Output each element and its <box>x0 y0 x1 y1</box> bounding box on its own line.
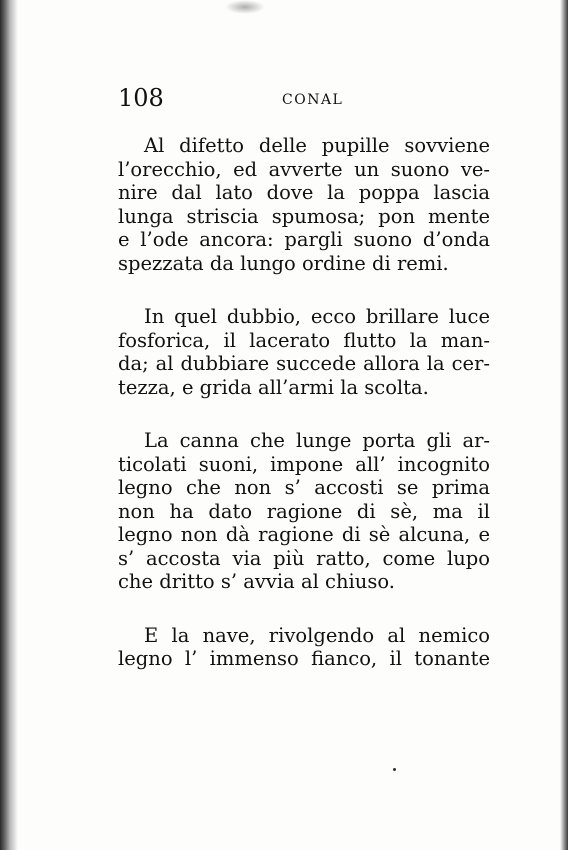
text-line: ticolati suoni, impone all’ incognito <box>118 452 490 476</box>
paragraph-4 <box>118 624 490 671</box>
scan-smudge <box>225 0 265 14</box>
text-line: spezzata da lungo ordine di remi. <box>118 251 449 275</box>
text-line: lunga striscia spumosa; pon mente <box>118 204 490 228</box>
paragraph-1 <box>118 134 490 275</box>
page-number: 108 <box>118 84 164 112</box>
paragraph-3 <box>118 429 490 594</box>
text-line: e l’ode ancora: pargli suono d’onda <box>118 228 490 251</box>
scan-right-edge <box>560 0 568 850</box>
text-line: s’ accosta via più ratto, come lupo <box>118 546 490 570</box>
text-line: da; al dubbiare succede allora la cer- <box>118 352 490 375</box>
page-header <box>118 84 488 112</box>
text-line: che dritto s’ avvia al chiuso. <box>118 570 395 593</box>
text-line: l’orecchio, ed avverte un suono ve- <box>118 157 490 181</box>
ink-speck <box>393 768 396 771</box>
paragraph-2 <box>118 305 490 399</box>
text-line: In quel dubbio, ecco brillare luce <box>144 305 490 328</box>
text-line: legno che non s’ accosti se prima <box>118 476 490 499</box>
text-line: tezza, e grida all’armi la scolta. <box>118 375 429 399</box>
text-line: Al difetto delle pupille sovviene <box>144 134 490 157</box>
scan-left-edge <box>0 0 18 850</box>
text-line: nire dal lato dove la poppa lascia <box>118 181 490 204</box>
text-line: non ha dato ragione di sè, ma il <box>118 499 490 523</box>
body-text <box>118 134 490 701</box>
running-head: CONAL <box>282 92 344 108</box>
text-line: fosforica, il lacerato flutto la man- <box>118 328 490 352</box>
text-line: legno non dà ragione di sè alcuna, e <box>118 523 490 546</box>
text-line: E la nave, rivolgendo al nemico <box>144 623 490 647</box>
text-line: legno l’ immenso fianco, il tonante <box>118 647 490 670</box>
text-line: La canna che lunge porta gli ar- <box>144 429 490 452</box>
